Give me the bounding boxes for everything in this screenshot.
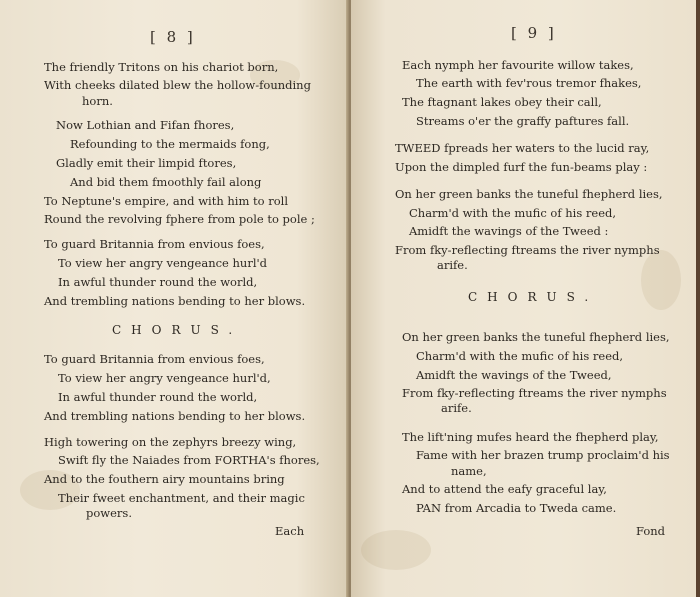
verse-line: The friendly Tritons on his chariot born, (44, 60, 279, 74)
verse-line: arife. (437, 258, 468, 272)
verse-line: In awful thunder round the world, (58, 275, 258, 289)
verse-line: From fky-reflecting ftreams the river nymphs (402, 386, 667, 400)
verse-line: On her green banks the tuneful fhepherd lies, (402, 330, 670, 344)
verse-line: Charm'd with the mufic of his reed, (409, 206, 617, 220)
verse-line: TWEED fpreads her waters to the lucid ray, (395, 141, 650, 155)
verse-line: The ftagnant lakes obey their call, (402, 95, 602, 109)
verse-line: High towering on the zephyrs breezy wing, (44, 435, 297, 449)
verse-line: PAN from Arcadia to Tweda came. (416, 501, 617, 515)
verse-line: And bid them fmoothly fail along (70, 175, 262, 189)
verse-line: name, (451, 464, 487, 478)
verse-line: And trembling nations bending to her blows. (44, 409, 306, 423)
verse-line: With cheeks dilated blew the hollow-founding (44, 78, 311, 92)
verse-line: To view her angry vengeance hurl'd, (58, 371, 271, 385)
verse-line: Round the revolving fphere from pole to pole ; (44, 212, 315, 226)
chorus-heading: CHORUS. (112, 323, 243, 337)
verse-line: The lift'ning mufes heard the fhepherd play, (402, 430, 659, 444)
verse-line: arife. (441, 401, 472, 415)
verse-line: And to the fouthern airy mountains bring (44, 472, 285, 486)
verse-line: The earth with fev'rous tremor fhakes, (416, 76, 642, 90)
verse-line: Gladly emit their limpid ftores, (56, 156, 237, 170)
verse-line: Each nymph her favourite willow takes, (402, 58, 634, 72)
verse-line: Streams o'er the graffy paftures fall. (416, 114, 630, 128)
verse-line: From fky-reflecting ftreams the river nymphs (395, 243, 660, 257)
verse-line: On her green banks the tuneful fhepherd lies, (395, 187, 663, 201)
verse-line: Charm'd with the mufic of his reed, (416, 349, 624, 363)
page-edge (696, 0, 700, 597)
verse-line: To Neptune's empire, and with him to roll (44, 194, 289, 208)
right-page (351, 0, 696, 597)
verse-line: To guard Britannia from envious foes, (44, 237, 265, 251)
verse-line: Now Lothian and Fifan fhores, (56, 118, 235, 132)
left-page (0, 0, 349, 597)
page-number: [ 8 ] (150, 28, 196, 46)
verse-line: In awful thunder round the world, (58, 390, 258, 404)
verse-line: And to attend the eafy graceful lay, (402, 482, 607, 496)
verse-line: To view her angry vengeance hurl'd (58, 256, 268, 270)
verse-line: Amidft the wavings of the Tweed, (416, 368, 612, 382)
catchword: Fond (636, 524, 666, 538)
verse-line: Refounding to the mermaids fong, (70, 137, 270, 151)
verse-line: Upon the dimpled furf the fun-beams play : (395, 160, 648, 174)
verse-line: Fame with her brazen trump proclaim'd his (416, 448, 670, 462)
verse-line: Swift fly the Naiades from FORTHA's fhores, (58, 453, 320, 467)
verse-line: horn. (82, 94, 113, 108)
page-number: [ 9 ] (511, 24, 557, 42)
verse-line: Their fweet enchantment, and their magic (58, 491, 305, 505)
catchword: Each (275, 524, 305, 538)
verse-line: powers. (86, 506, 132, 520)
verse-line: To guard Britannia from envious foes, (44, 352, 265, 366)
verse-line: And trembling nations bending to her blows. (44, 294, 306, 308)
verse-line: Amidft the wavings of the Tweed : (409, 224, 609, 238)
chorus-heading: CHORUS. (468, 290, 599, 304)
